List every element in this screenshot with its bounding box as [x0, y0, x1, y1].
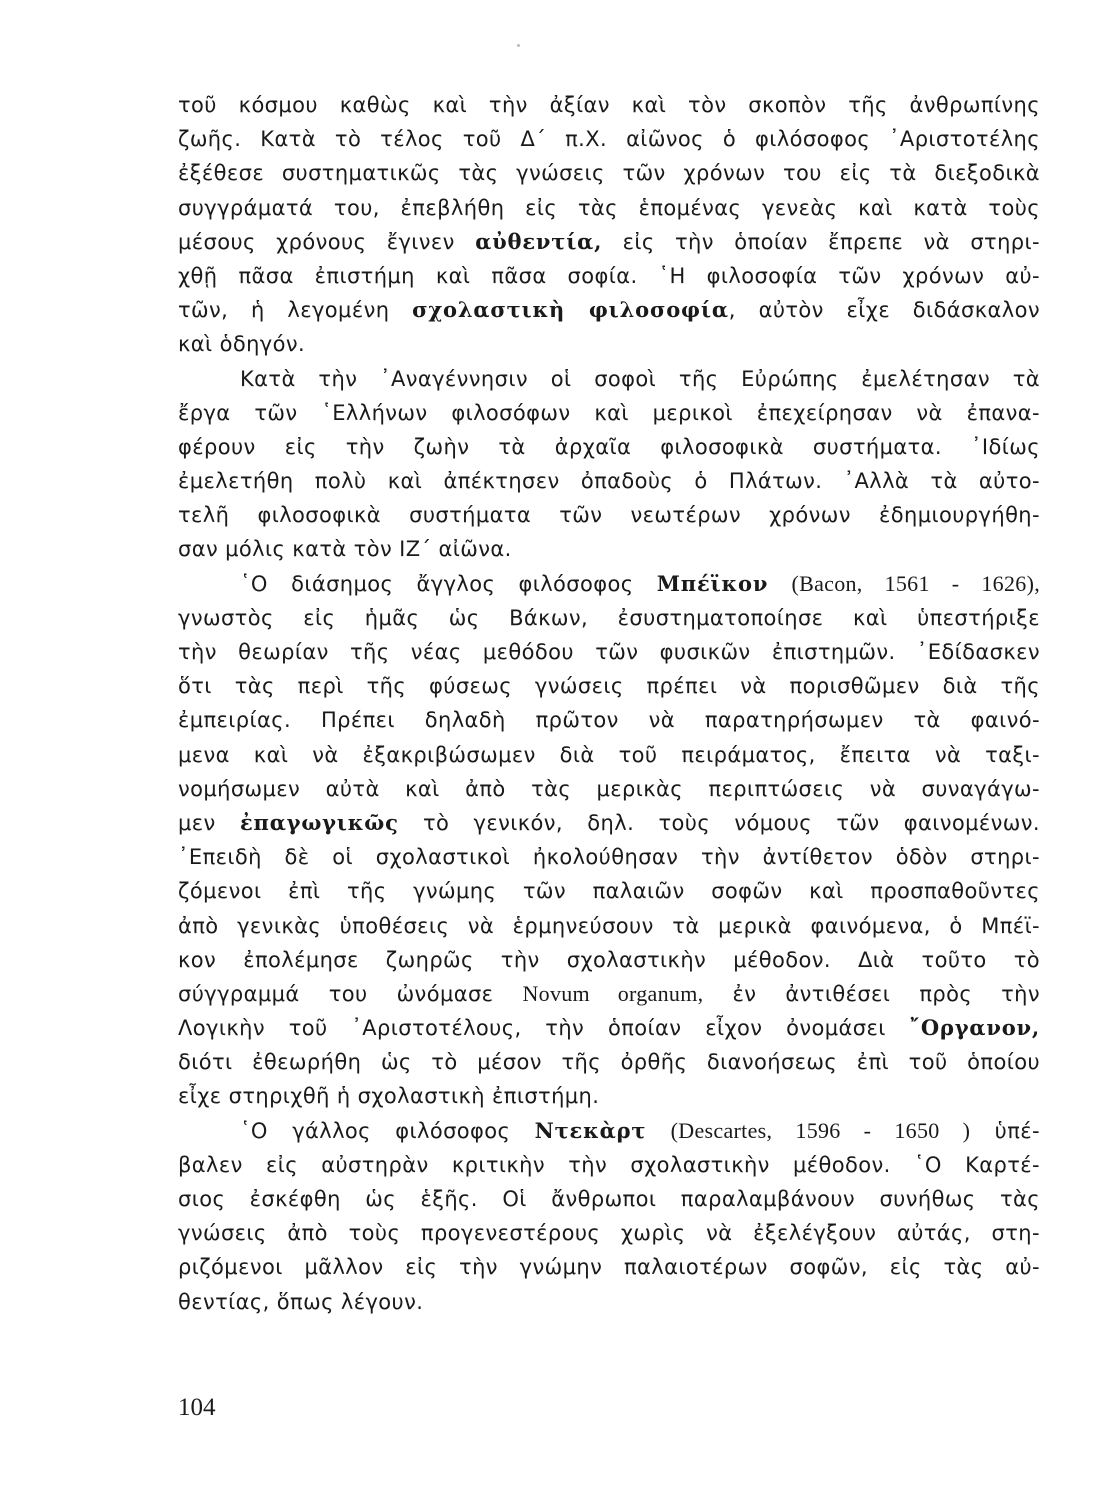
text-segment: τοῦ κόσμου καθὼς καὶ τὴν ἀξίαν καὶ τὸν σκοπὸν τῆς ἀνθρωπίνης: [178, 93, 1040, 117]
text-line: [178, 327, 1040, 361]
text-segment: Λογικὴν τοῦ ᾿Αριστοτέλους, τὴν ὁποίαν εἶχον ὀνομάσει: [178, 1016, 910, 1041]
text-segment: χθῇ πᾶσα ἐπιστήμη καὶ πᾶσα σοφία. ῾Η φιλοσοφία τῶν χρόνων αὐ-: [178, 263, 1040, 288]
text-segment: φέρουν εἰς τὴν ζωὴν τὰ ἀρχαῖα φιλοσοφικὰ συστήματα. ᾿Ιδίως: [178, 434, 1040, 459]
text-segment: Κατὰ τὴν ᾿Αναγέννησιν οἱ σοφοὶ τῆς Εὐρώπης ἐμελέτησαν τὰ: [240, 366, 1040, 391]
text-line: [178, 396, 1040, 430]
text-segment: τελῆ φιλοσοφικὰ συστήματα τῶν νεωτέρων χρόνων ἐδημιουργήθη-: [178, 503, 1040, 528]
text-line: [178, 977, 1040, 1011]
page-number: 104: [178, 1394, 216, 1421]
text-line: [178, 1079, 1040, 1113]
text-line: [178, 1148, 1040, 1182]
text-line: [178, 362, 1040, 396]
text-segment: ἔργα τῶν ῾Ελλήνων φιλοσόφων καὶ μερικοὶ ἐπεχείρησαν νὰ ἐπανα-: [178, 400, 1040, 425]
bold-term: Ντεκὰρτ: [534, 1117, 647, 1143]
text-line: [178, 156, 1040, 190]
text-line: [178, 635, 1040, 669]
text-line: [178, 464, 1040, 498]
text-line: [178, 88, 1040, 122]
text-line: [178, 1045, 1040, 1079]
text-segment: γνωστὸς εἰς ἡμᾶς ὡς Βάκων, ἐσυστηματοποίησε καὶ ὑπεστήριξε: [178, 605, 1040, 630]
text-segment: καὶ ὁδηγόν.: [178, 332, 306, 357]
text-line: [178, 225, 1040, 259]
latin-text: (Bacon, 1561 - 1626),: [791, 570, 1041, 596]
text-line: [178, 293, 1040, 327]
text-segment: μενα καὶ νὰ ἐξακριβώσωμεν διὰ τοῦ πειράματος, ἔπειτα νὰ ταξι-: [178, 742, 1040, 767]
text-line: [178, 430, 1040, 464]
body-text: [178, 88, 1040, 1319]
text-line: [178, 1250, 1040, 1284]
bold-term: αὐθεντία,: [475, 228, 603, 254]
text-segment: συγγράματά του, ἐπεβλήθη εἰς τὰς ἑπομένας γενεὰς καὶ κατὰ τοὺς: [178, 195, 1040, 220]
text-segment: μέσους χρόνους ἔγινεν: [178, 229, 476, 254]
text-line: [178, 601, 1040, 635]
text-segment: σιος ἐσκέφθη ὡς ἑξῆς. Οἱ ἄνθρωποι παραλαμβάνουν συνήθως τὰς: [178, 1187, 1040, 1211]
latin-text: (Descartes, 1596 - 1650 ): [670, 1117, 971, 1143]
text-segment: [768, 572, 791, 596]
paper-speck: [517, 44, 520, 47]
text-line: [178, 259, 1040, 293]
text-line: [178, 840, 1040, 874]
text-line: [178, 703, 1040, 737]
text-segment: ὑπέ-: [970, 1118, 1040, 1143]
text-segment: ἀπὸ γενικὰς ὑποθέσεις νὰ ἑρμηνεύσουν τὰ μερικὰ φαινόμενα, ὁ Μπέϊ-: [178, 913, 1040, 938]
text-segment: τῶν, ἡ λεγομένη: [178, 298, 413, 323]
text-segment: ἐξέθεσε συστηματικῶς τὰς γνώσεις τῶν χρόνων του εἰς τὰ διεξοδικὰ: [178, 161, 1040, 186]
text-segment: ζωῆς. Κατὰ τὸ τέλος τοῦ Δ΄ π.Χ. αἰῶνος ὁ φιλόσοφος ᾿Αριστοτέλης: [178, 127, 1040, 152]
text-segment: τὸ γενικόν, δηλ. τοὺς νόμους τῶν φαινομένων.: [398, 810, 1040, 835]
text-segment: κον ἐπολέμησε ζωηρῶς τὴν σχολαστικὴν μέθοδον. Διὰ τοῦτο τὸ: [178, 947, 1040, 972]
text-segment: μεν: [178, 810, 240, 835]
text-segment: ζόμενοι ἐπὶ τῆς γνώμης τῶν παλαιῶν σοφῶν καὶ προσπαθοῦντες: [178, 879, 1040, 904]
text-segment: διότι ἐθεωρήθη ὡς τὸ μέσον τῆς ὀρθῆς διανοήσεως ἐπὶ τοῦ ὁποίου: [178, 1050, 1040, 1075]
text-segment: εἶχε στηριχθῆ ἡ σχολαστικὴ ἐπιστήμη.: [178, 1084, 600, 1109]
bold-term: Μπέϊκον: [656, 570, 769, 596]
text-line: [178, 498, 1040, 532]
bold-term: σχολαστικὴ φιλοσοφία: [412, 297, 729, 323]
text-segment: ἐμελετήθη πολὺ καὶ ἀπέκτησεν ὀπαδοὺς ὁ Πλάτων. ᾿Αλλὰ τὰ αὐτο-: [178, 469, 1040, 494]
text-line: [178, 806, 1040, 840]
text-segment: βαλεν εἰς αὐστηρὰν κριτικὴν τὴν σχολαστικὴν μέθοδον. ῾Ο Καρτέ-: [178, 1152, 1040, 1177]
text-line: [178, 191, 1040, 225]
text-segment: ῾Ο γάλλος φιλόσοφος: [240, 1118, 535, 1143]
text-segment: γνώσεις ἀπὸ τοὺς προγενεστέρους χωρὶς νὰ ἐξελέγξουν αὐτάς, στη-: [178, 1221, 1040, 1246]
text-line: [178, 738, 1040, 772]
text-segment: εἰς τὴν ὁποίαν ἔπρεπε νὰ στηρι-: [602, 229, 1040, 254]
text-segment: ριζόμενοι μᾶλλον εἰς τὴν γνώμην παλαιοτέρων σοφῶν, εἰς τὰς αὐ-: [178, 1255, 1040, 1280]
text-segment: ὅτι τὰς περὶ τῆς φύσεως γνώσεις πρέπει νὰ πορισθῶμεν διὰ τῆς: [178, 674, 1040, 699]
text-line: [178, 1182, 1040, 1216]
text-segment: , αὐτὸν εἶχε διδάσκαλον: [728, 298, 1040, 323]
text-segment: θεντίας, ὅπως λέγουν.: [178, 1289, 424, 1314]
text-segment: νομήσωμεν αὐτὰ καὶ ἀπὸ τὰς μερικὰς περιπτώσεις νὰ συναγάγω-: [178, 776, 1040, 801]
text-line: [178, 1011, 1040, 1045]
text-line: [178, 943, 1040, 977]
text-line: [178, 909, 1040, 943]
bold-term: ἐπαγωγικῶς: [239, 809, 399, 835]
text-segment: ᾿Επειδὴ δὲ οἱ σχολαστικοὶ ἠκολούθησαν τὴν ἀντίθετον ὁδὸν στηρι-: [178, 845, 1040, 870]
text-line: [178, 1285, 1040, 1319]
text-segment: τὴν θεωρίαν τῆς νέας μεθόδου τῶν φυσικῶν ἐπιστημῶν. ᾿Εδίδασκεν: [178, 640, 1040, 664]
text-segment: ἐν ἀντιθέσει πρὸς τὴν: [703, 981, 1040, 1006]
text-line: [178, 669, 1040, 703]
text-segment: [646, 1119, 670, 1143]
text-segment: ἐμπειρίας. Πρέπει δηλαδὴ πρῶτον νὰ παρατηρήσωμεν τὰ φαινό-: [178, 708, 1040, 733]
text-segment: σαν μόλις κατὰ τὸν ΙΖ΄ αἰῶνα.: [178, 537, 512, 562]
text-segment: ῾Ο διάσημος ἄγγλος φιλόσοφος: [240, 571, 657, 596]
bold-term: ῎Οργανον,: [909, 1015, 1040, 1041]
text-line: [178, 874, 1040, 908]
text-segment: σύγγραμμά του ὠνόμασε: [178, 981, 523, 1006]
text-line: [178, 567, 1040, 601]
text-line: [178, 1114, 1040, 1148]
text-line: [178, 772, 1040, 806]
text-line: [178, 532, 1040, 566]
latin-text: Novum organum,: [522, 980, 704, 1006]
text-line: [178, 1216, 1040, 1250]
text-line: [178, 122, 1040, 156]
